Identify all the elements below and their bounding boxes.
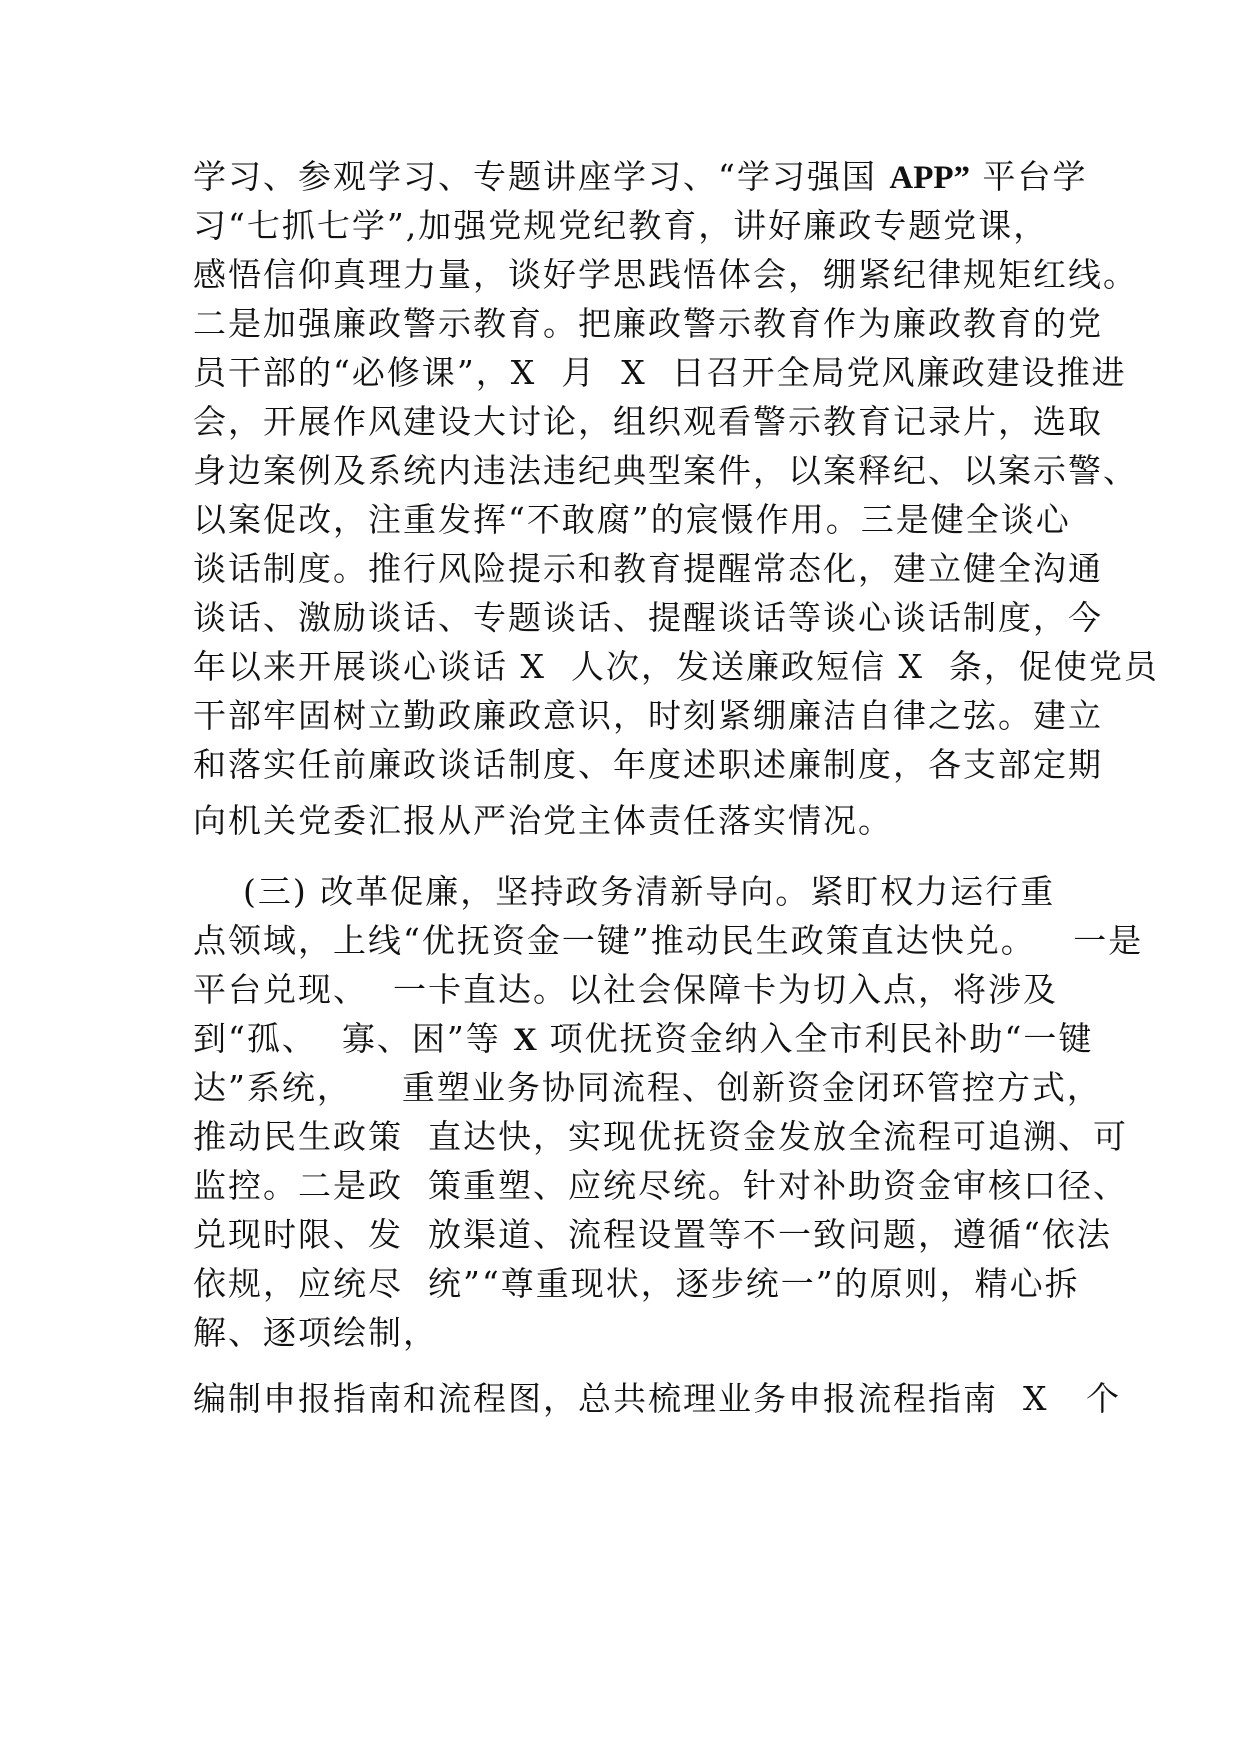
text-line: 向机关党委汇报从严治党主体责任落实情况。 <box>193 801 893 840</box>
text-line: 以案促改，注重发挥“不敢腐”的宸慑作用。三是健全谈心 <box>193 500 1071 539</box>
text-line: 兑现时限、发 放渠道、流程设置等不一致问题，遵循“依法 <box>193 1215 1112 1254</box>
text-line: 推动民生政策 直达快，实现优抚资金发放全流程可追溯、可 <box>193 1117 1128 1156</box>
text-line: 谈话、激励谈话、专题谈话、提醒谈话等谈心谈话制度，今 <box>193 598 1103 637</box>
text-segment: 平台学 <box>970 157 1088 196</box>
text-segment: 项优抚资金纳入全市利民补助“一键 <box>537 1019 1094 1058</box>
text-line: 达”系统， 重塑业务协同流程、创新资金闭环管控方式， <box>193 1068 1102 1107</box>
text-segment-bold: APP” <box>889 160 971 196</box>
text-line: 二是加强廉政警示教育。把廉政警示教育作为廉政教育的党 <box>193 304 1103 343</box>
text-line: 干部牢固树立勤政廉政意识，时刻紧绷廉洁自律之弦。建立 <box>193 696 1103 735</box>
text-segment: 学习、参观学习、专题讲座学习、“学习强国 <box>193 157 890 196</box>
text-line: 编制申报指南和流程图，总共梳理业务申报流程指南 X 个 <box>193 1379 1121 1418</box>
text-line: 习“七抓七学”,加强党规党纪教育，讲好廉政专题党课， <box>193 206 1049 245</box>
text-line: 会，开展作风建设大讨论，组织观看警示教育记录片，选取 <box>193 402 1103 441</box>
text-line <box>193 1019 1093 1060</box>
text-line <box>193 157 1088 198</box>
text-line: 身边案例及系统内违法违纪典型案件，以案释纪、以案示警、 <box>193 451 1138 490</box>
text-segment: 到“孤、 寡、困”等 <box>193 1019 514 1058</box>
text-line: 监控。二是政 策重塑、应统尽统。针对补助资金审核口径、 <box>193 1166 1128 1205</box>
text-line: 点领域，上线“优抚资金一键”推动民生政策直达快兑。 一是 <box>193 921 1144 960</box>
text-line: 解、逐项绘制， <box>193 1313 438 1352</box>
text-line: 年以来开展谈心谈话 X 人次，发送廉政短信 X 条，促使党员 <box>193 647 1159 686</box>
text-line: 感悟信仰真理力量，谈好学思践悟体会，绷紧纪律规矩红线。 <box>193 255 1138 294</box>
text-line: 谈话制度。推行风险提示和教育提醒常态化，建立健全沟通 <box>193 549 1103 588</box>
text-line: (三) 改革促廉，坚持政务清新导向。紧盯权力运行重 <box>193 872 1056 911</box>
text-line: 依规，应统尽 统”“尊重现状，逐步统一”的原则，精心拆 <box>193 1264 1080 1303</box>
text-line: 员干部的“必修课”，X 月 X 日召开全局党风廉政建设推进 <box>193 353 1127 392</box>
text-segment-bold: X <box>513 1022 538 1058</box>
text-line: 和落实任前廉政谈话制度、年度述职述廉制度，各支部定期 <box>193 745 1103 784</box>
text-line: 平台兑现、 一卡直达。以社会保障卡为切入点，将涉及 <box>193 970 1058 1009</box>
